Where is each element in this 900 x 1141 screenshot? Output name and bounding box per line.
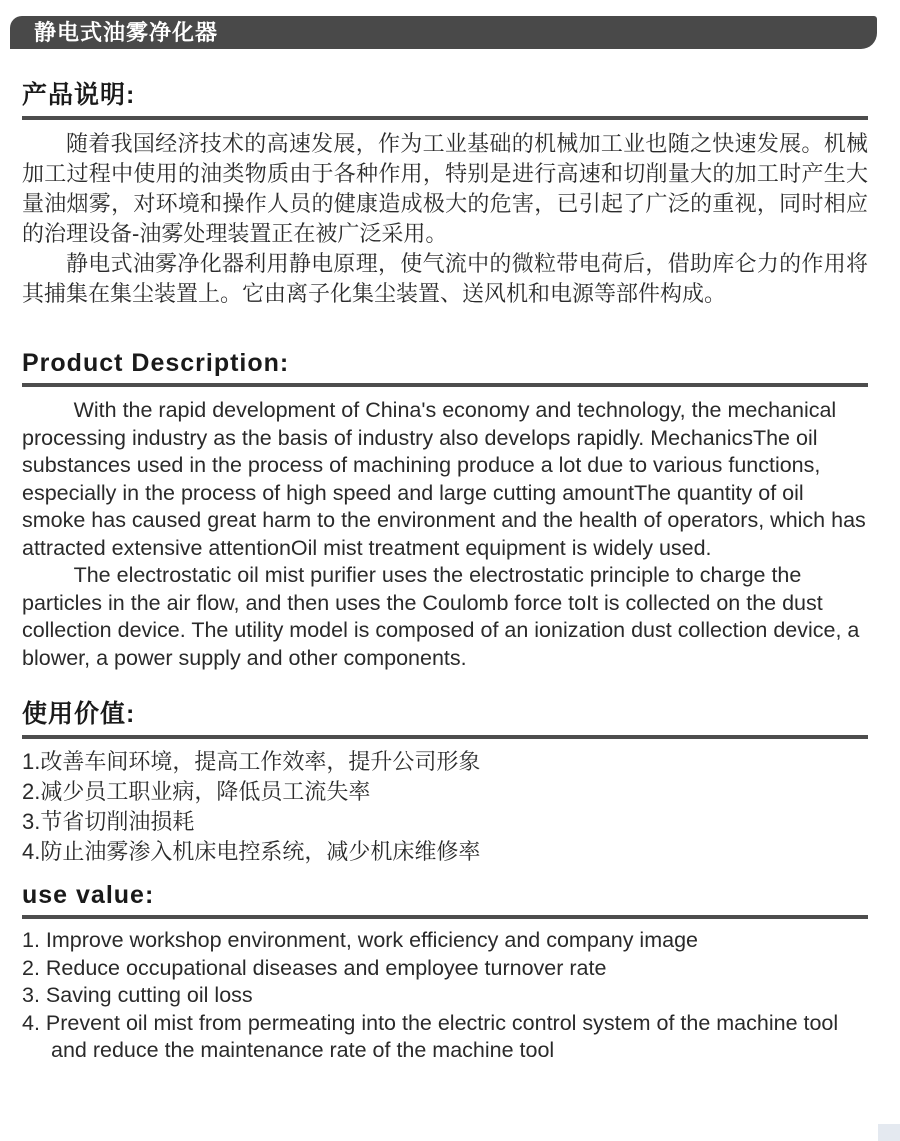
section-heading-product-description-cn: 产品说明: bbox=[22, 75, 868, 120]
list-item: 3.节省切削油损耗 bbox=[22, 809, 195, 834]
paragraph-cn: 静电式油雾净化器利用静电原理，使气流中的微粒带电荷后，借助库仑力的作用将其捕集在集尘装置上。它由离子化集尘装置、送风机和电源等部件构成。 bbox=[22, 251, 868, 306]
paragraph-en: The electrostatic oil mist purifier uses the electrostatic principle to charge the particles in the air flow, and then uses the Coulomb force toIt is collected on the dust collection device. The utility model is composed of an ionization dust collection device, a blower, a power supply and other components. bbox=[22, 563, 860, 670]
use-value-list-en bbox=[22, 927, 868, 1065]
use-value-list-cn bbox=[22, 747, 868, 867]
list-item: 3. Saving cutting oil loss bbox=[22, 983, 253, 1007]
product-description-cn bbox=[22, 129, 868, 309]
list-item: 2.减少员工职业病，降低员工流失率 bbox=[22, 779, 371, 804]
paragraph-cn: 随着我国经济技术的高速发展，作为工业基础的机械加工业也随之快速发展。机械加工过程中使用的油类物质由于各种作用，特别是进行高速和切削量大的加工时产生大量油烟雾，对环境和操作人员的健康造成极大的危害，已引起了广泛的重视，同时相应的治理设备-油雾处理装置正在被广泛采用。 bbox=[22, 131, 868, 246]
section-heading-product-description-en: Product Description: bbox=[22, 349, 868, 387]
title-banner bbox=[10, 16, 877, 49]
section-heading-use-value-en: use value: bbox=[22, 881, 868, 919]
corner-decoration bbox=[878, 1124, 900, 1141]
list-item: 1.改善车间环境，提高工作效率，提升公司形象 bbox=[22, 749, 481, 774]
section-heading-use-value-cn: 使用价值: bbox=[22, 694, 868, 739]
content-area bbox=[22, 62, 868, 1065]
list-item: 2. Reduce occupational diseases and employee turnover rate bbox=[22, 955, 607, 980]
list-item: 1. Improve workshop environment, work efficiency and company image bbox=[22, 928, 698, 952]
page-title: 静电式油雾净化器 bbox=[34, 20, 219, 45]
list-item: 4.防止油雾渗入机床电控系统，减少机床维修率 bbox=[22, 839, 481, 864]
paragraph-en: With the rapid development of China's economy and technology, the mechanical processing industry as the basis of industry also develops rapidly. MechanicsThe oil substances used in the process of machining produce a lot due to various functions, especially in the process of high speed and large cutting amountThe quantity of oil smoke has caused great harm to the environment and the health of operators, which has attracted extensive attentionOil mist treatment equipment is widely used. bbox=[22, 398, 866, 560]
list-item: 4. Prevent oil mist from permeating into the electric control system of the machine tool and reduce the maintenance rate of the machine tool bbox=[22, 1010, 839, 1062]
product-description-en bbox=[22, 397, 868, 672]
